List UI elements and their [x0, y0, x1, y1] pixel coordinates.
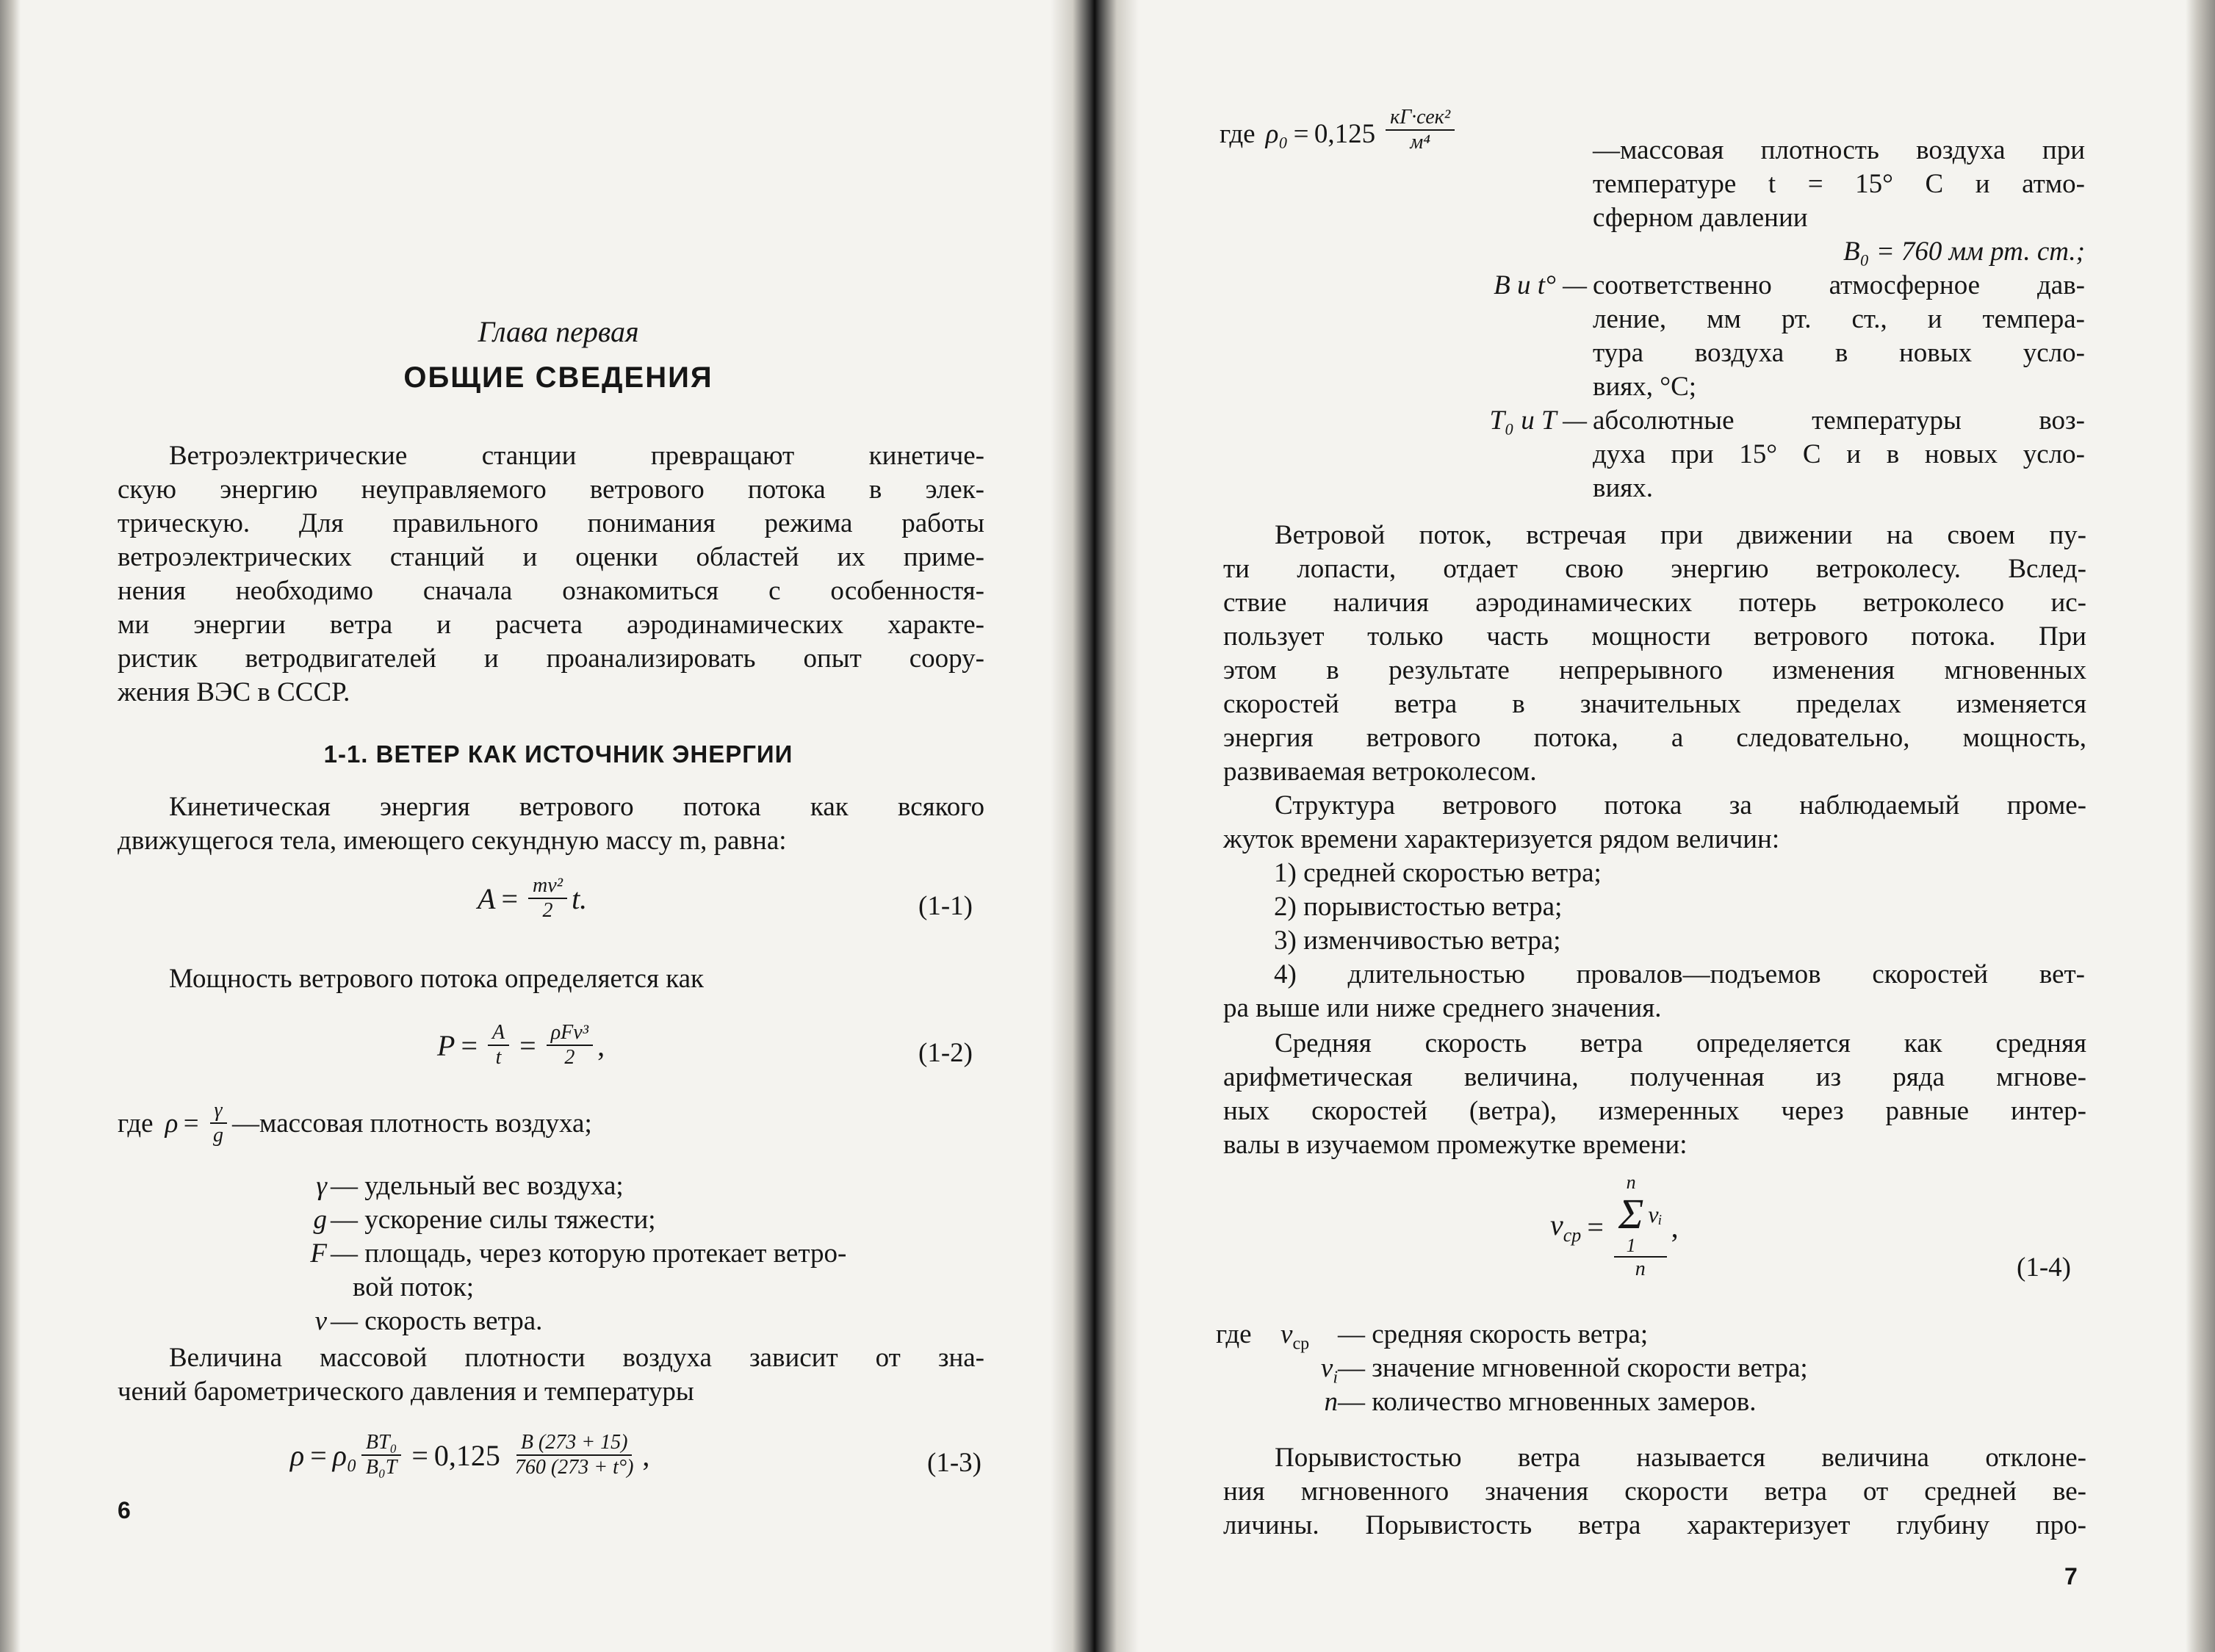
- text-line: трическую. Для правильного понимания режима работы: [118, 508, 984, 538]
- def-text: — скорость ветра.: [331, 1306, 543, 1336]
- text-line: ми энергии ветра и расчета аэродинамических характе-: [118, 610, 984, 640]
- text-line: —массовая плотность воздуха при: [1593, 135, 2085, 165]
- eq2-numerator-2: ρFv³: [547, 1021, 593, 1046]
- definition-line: [1216, 1385, 2083, 1419]
- text-line: развиваемая ветроколесом.: [1223, 757, 1537, 787]
- def-text: — средняя скорость ветра;: [1338, 1319, 1649, 1349]
- text-line: B₀ = 760 мм рт. ст.;: [1843, 237, 2085, 267]
- text-line: движущегося тела, имеющего секундную массу m, равна:: [118, 826, 787, 856]
- def-text: — ускорение силы тяжести;: [331, 1205, 656, 1235]
- sigma-icon: Σ: [1618, 1190, 1644, 1238]
- list-item: 4) длительностью провалов—подъемов скоростей вет-: [1274, 959, 2085, 989]
- mean-definitions: [1216, 1318, 2083, 1419]
- page-number-left: 6: [118, 1497, 131, 1523]
- flow-paragraph: [1223, 519, 2086, 789]
- chapter-title: ОБЩИЕ СВЕДЕНИЯ: [403, 361, 713, 394]
- text-line: этом в результате непрерывного изменения мгновенных: [1223, 655, 2086, 685]
- rho0-unit-numerator: кГ·сек²: [1386, 106, 1455, 131]
- equation-1-4: [1550, 1172, 1679, 1281]
- eq3-lhs: ρ: [290, 1438, 305, 1472]
- text-line: сферном давлении: [1593, 203, 1808, 233]
- eq4-lhs-symbol: v: [1550, 1208, 1563, 1241]
- eq2-number: (1-2): [918, 1038, 973, 1068]
- equals-sign: =: [406, 1438, 434, 1472]
- sum-lower-limit: 1: [1626, 1235, 1636, 1256]
- text-line: скоростей ветра в значительных пределах изменяется: [1223, 689, 2086, 719]
- text-line: Кинетическая энергия ветрового потока как всякого: [169, 792, 984, 822]
- eq4-lhs-subscript: ср: [1563, 1224, 1582, 1246]
- eq2-denominator-1: t: [495, 1046, 502, 1069]
- text-line: ти лопасти, отдает свою энергию ветроколесу. Вслед-: [1223, 554, 2086, 584]
- text-line: скую энергию неуправляемого ветрового потока в элек-: [118, 475, 984, 505]
- t-definition-text: [1593, 404, 2085, 505]
- comma: ,: [642, 1438, 650, 1472]
- text-line: Средняя скорость ветра определяется как средняя: [1275, 1028, 2086, 1058]
- where-word: где: [1220, 119, 1256, 149]
- def-symbol: [1297, 1385, 1338, 1428]
- text-line: Порывистостью ветра называется величина отклоне-: [1275, 1443, 2086, 1473]
- equals-sign: =: [178, 1108, 205, 1139]
- page-number-right: 7: [2064, 1563, 2078, 1590]
- b-symbol: B и t° —: [1494, 270, 1587, 300]
- text-line: чений барометрического давления и температуры: [118, 1377, 694, 1407]
- rho0-unit-denominator: м⁴: [1410, 131, 1430, 154]
- def-symbol-letter: v: [1320, 1353, 1333, 1383]
- text-line: Структура ветрового потока за наблюдаемый проме-: [1275, 790, 2086, 820]
- comma: ,: [597, 1028, 605, 1062]
- text-line: Ветровой поток, встречая при движении на своем пу-: [1275, 520, 2086, 550]
- list-item: 1) средней скоростью ветра;: [1274, 858, 1602, 888]
- text-line: соответственно атмосферное дав-: [1593, 270, 2085, 300]
- text-line: тура воздуха в новых усло-: [1593, 338, 2085, 368]
- eq2-numerator-1: A: [488, 1021, 509, 1046]
- def-text: — удельный вес воздуха;: [331, 1171, 624, 1201]
- rho0-definition-text: [1593, 134, 2085, 269]
- def-text: — площадь, через которую протекает ветро-: [331, 1238, 847, 1269]
- def-symbol-letter: n: [1324, 1387, 1338, 1417]
- definition-line: [1216, 1352, 2083, 1388]
- chapter-label: Глава первая: [478, 315, 639, 348]
- text-line: духа при 15° C и в новых усло-: [1593, 439, 2085, 469]
- eq4-numerator: [1614, 1172, 1667, 1258]
- eq3-rho0: ρ₀: [332, 1438, 357, 1472]
- text-line: Ветроэлектрические станции превращают кинетиче-: [169, 441, 984, 471]
- eq3-numerator-2: B (273 + 15): [516, 1431, 633, 1456]
- eq4-number: (1-4): [2017, 1252, 2071, 1283]
- text-line: Мощность ветрового потока определяется как: [169, 964, 705, 994]
- equals-sign: =: [455, 1028, 484, 1062]
- eq4-denominator: n: [1635, 1258, 1646, 1280]
- text-line: виях, °C;: [1593, 372, 1697, 402]
- rho-denominator: g: [213, 1124, 224, 1147]
- text-line: виях.: [1593, 473, 1654, 503]
- rho0-value: 0,125: [1314, 119, 1376, 149]
- list-item: 2) порывистостью ветра;: [1274, 892, 1563, 922]
- sum-upper-limit: n: [1626, 1172, 1636, 1193]
- gust-paragraph: [1223, 1441, 2086, 1543]
- equals-sign: =: [514, 1028, 542, 1062]
- text-line: жения ВЭС в СССР.: [118, 677, 350, 707]
- rho0-unit: [1386, 106, 1455, 154]
- definition-line: [1216, 1318, 2083, 1352]
- text-line: ление, мм рт. ст., и темпера-: [1593, 304, 2085, 334]
- eq1-denominator: 2: [542, 899, 553, 922]
- list-item: 3) изменчивостью ветра;: [1274, 926, 1561, 956]
- rho-definition-text: —массовая плотность воздуха;: [232, 1108, 592, 1139]
- structure-list: [1223, 856, 2085, 1025]
- eq3-denominator-1: B₀T: [365, 1456, 397, 1479]
- text-line: ветроэлектрических станций и оценки областей их приме-: [118, 542, 984, 572]
- text-line: жуток времени характеризуется рядом величин:: [1223, 824, 1780, 854]
- def-symbol-subscript: i: [1333, 1368, 1338, 1388]
- where-word: где: [1216, 1319, 1252, 1349]
- text-line: энергия ветрового потока, а следовательно, мощность,: [1223, 723, 2086, 753]
- eq1-tail: t.: [572, 881, 588, 915]
- eq3-coefficient: 0,125: [433, 1438, 500, 1472]
- text-line: ристик ветродвигателей и проанализировать опыт соору-: [118, 643, 984, 674]
- b-definition-text: [1593, 269, 2085, 404]
- equals-sign: =: [304, 1438, 333, 1472]
- def-symbol-letter: v: [1281, 1319, 1293, 1349]
- eq1-number: (1-1): [918, 891, 973, 921]
- eq4-fraction: [1614, 1172, 1667, 1281]
- section-heading: 1-1. ВЕТЕР КАК ИСТОЧНИК ЭНЕРГИИ: [323, 740, 793, 768]
- def-symbol: F: [310, 1238, 327, 1269]
- text-line: ния мгновенного значения скорости ветра от средней ве-: [1223, 1476, 2086, 1507]
- rho-symbol: ρ: [165, 1108, 179, 1139]
- eq2-denominator-2: 2: [564, 1046, 575, 1069]
- rho0-symbol: ρ₀: [1265, 119, 1289, 149]
- eq2-lhs: P: [437, 1028, 455, 1062]
- mean-speed-paragraph: [1223, 1027, 2086, 1162]
- text-line: ных скоростей (ветра), измеренных через равные интер-: [1223, 1096, 2086, 1126]
- comma: ,: [1671, 1210, 1679, 1244]
- text-line: температуре t = 15° C и атмо-: [1593, 169, 2085, 199]
- text-line: арифметическая величина, полученная из ряда мгнове-: [1223, 1062, 2086, 1092]
- equals-sign: =: [1581, 1210, 1610, 1244]
- equals-sign: =: [1288, 119, 1314, 149]
- def-symbol: v: [314, 1306, 327, 1336]
- equals-sign: =: [495, 881, 525, 915]
- text-line: нения необходимо сначала ознакомиться с особенностя-: [118, 576, 984, 606]
- text-line: пользует только часть мощности ветрового потока. При: [1223, 621, 2086, 652]
- def-text: вой поток;: [353, 1272, 475, 1302]
- where-word: где: [118, 1108, 154, 1139]
- eq3-numerator-1: BT₀: [361, 1431, 401, 1456]
- list-item: ра выше или ниже среднего значения.: [1223, 993, 1662, 1023]
- eq1-numerator: mv²: [528, 874, 567, 899]
- def-text: — количество мгновенных замеров.: [1338, 1387, 1757, 1417]
- def-text: — значение мгновенной скорости ветра;: [1338, 1353, 1808, 1383]
- eq3-number: (1-3): [927, 1448, 982, 1478]
- text-line: Величина массовой плотности воздуха зависит от зна-: [169, 1343, 984, 1373]
- sum-symbol: [1618, 1172, 1643, 1256]
- text-line: ствие наличия аэродинамических потерь ветроколесо ис-: [1223, 588, 2086, 618]
- def-symbol: γ: [316, 1171, 327, 1201]
- text-line: валы в изучаемом промежутке времени:: [1223, 1130, 1688, 1160]
- eq1-lhs: A: [478, 881, 496, 915]
- eq4-lhs: [1550, 1208, 1581, 1247]
- def-symbol: g: [313, 1205, 327, 1235]
- rho0-definition: [1220, 106, 1459, 154]
- t-symbol: T₀ и T —: [1489, 405, 1587, 436]
- rho-numerator: γ: [210, 1099, 227, 1124]
- def-symbol-subscript: ср: [1292, 1334, 1310, 1354]
- text-line: абсолютные температуры воз-: [1593, 405, 2085, 436]
- eq3-denominator-2: 760 (273 + t°): [514, 1456, 634, 1479]
- text-line: личины. Порывистость ветра характеризует глубину про-: [1223, 1510, 2086, 1540]
- eq4-summand: vᵢ: [1648, 1201, 1663, 1227]
- structure-paragraph: [1223, 789, 2086, 856]
